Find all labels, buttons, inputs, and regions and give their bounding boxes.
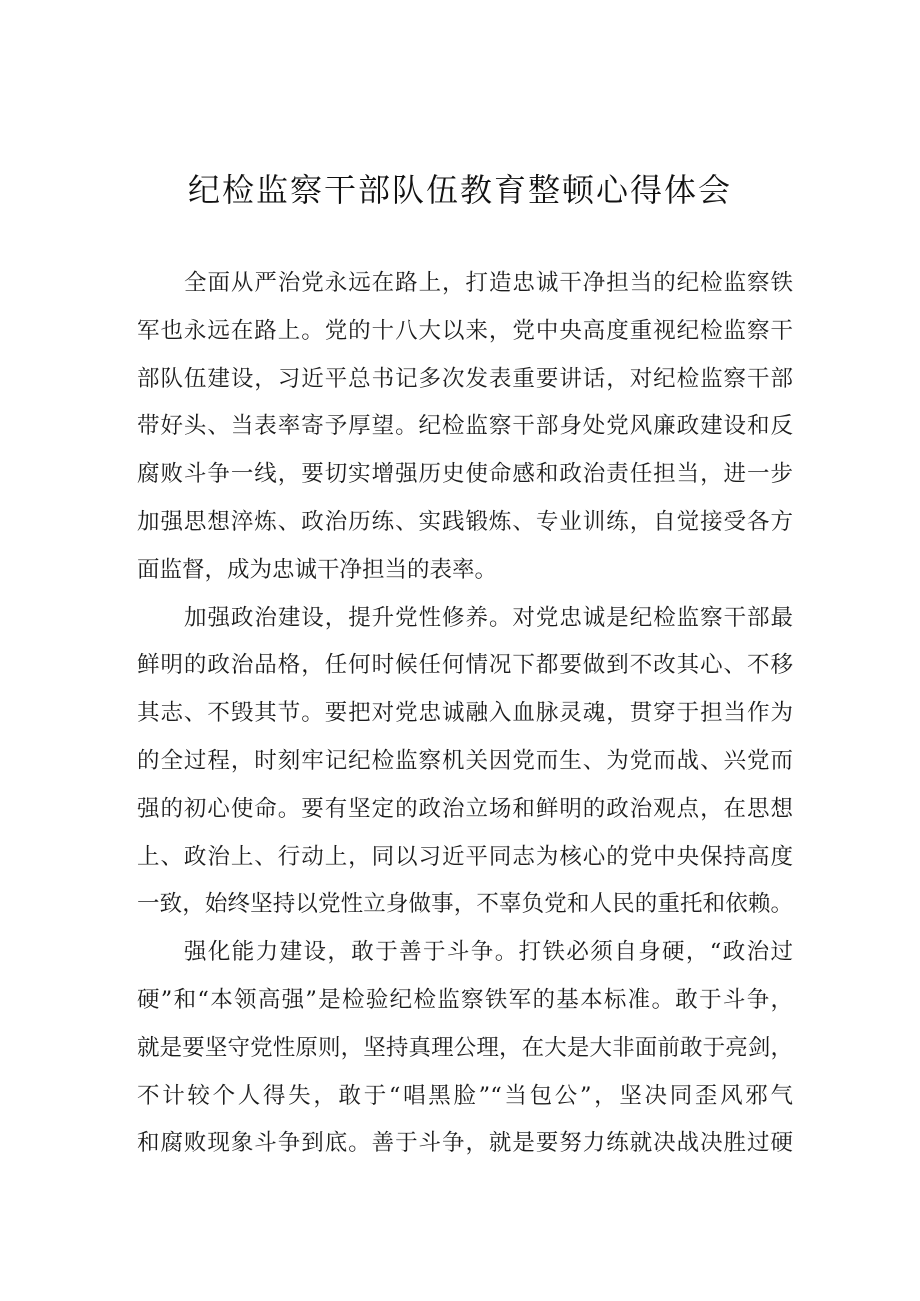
- text-line: 部队伍建设，习近平总书记多次发表重要讲话，对纪检监察干部: [137, 365, 793, 392]
- text-line: 就是要坚守党性原则，坚持真理公理，在大是大非面前敢于亮剑，: [137, 1034, 793, 1061]
- text-line: 和腐败现象斗争到底。善于斗争，就是要努力练就决战决胜过硬: [137, 1130, 793, 1157]
- text-line: 的全过程，时刻牢记纪检监察机关因党而生、为党而战、兴党而: [137, 747, 793, 774]
- text-line: 腐败斗争一线，要切实增强历史使命感和政治责任担当，进一步: [137, 461, 793, 488]
- text-line: 带好头、当表率寄予厚望。纪检监察干部身处党风廉政建设和反: [137, 413, 793, 440]
- document-body: [137, 260, 793, 1168]
- text-line: 面监督，成为忠诚干净担当的表率。: [137, 556, 498, 583]
- paragraph-2: [137, 595, 793, 930]
- text-line: 加强思想淬炼、政治历练、实践锻炼、专业训练，自觉接受各方: [137, 508, 793, 535]
- text-line: 强的初心使命。要有坚定的政治立场和鲜明的政治观点，在思想: [137, 795, 793, 822]
- paragraph-1: [137, 260, 793, 595]
- text-line: 上、政治上、行动上，同以习近平同志为核心的党中央保持高度: [137, 843, 793, 870]
- document-title: 纪检监察干部队伍教育整顿心得体会: [187, 171, 732, 209]
- text-line: 一致，始终坚持以党性立身做事，不辜负党和人民的重托和依赖。: [137, 891, 793, 918]
- text-line: 其志、不毁其节。要把对党忠诚融入血脉灵魂，贯穿于担当作为: [137, 700, 793, 727]
- text-line: 全面从严治党永远在路上，打造忠诚干净担当的纪检监察铁: [184, 270, 793, 296]
- text-line: 强化能力建设，敢于善于斗争。打铁必须自身硬，“政治过: [184, 939, 793, 966]
- text-line: 不计较个人得失，敢于“唱黑脸”“当包公”，坚决同歪风邪气: [137, 1082, 793, 1109]
- text-line: 鲜明的政治品格，任何时候任何情况下都要做到不改其心、不移: [137, 652, 793, 679]
- text-line: 加强政治建设，提升党性修养。对党忠诚是纪检监察干部最: [184, 604, 793, 631]
- text-line: 军也永远在路上。党的十八大以来，党中央高度重视纪检监察干: [137, 317, 793, 344]
- text-line: 硬”和“本领高强”是检验纪检监察铁军的基本标准。敢于斗争，: [137, 986, 793, 1013]
- paragraph-3: [137, 929, 793, 1168]
